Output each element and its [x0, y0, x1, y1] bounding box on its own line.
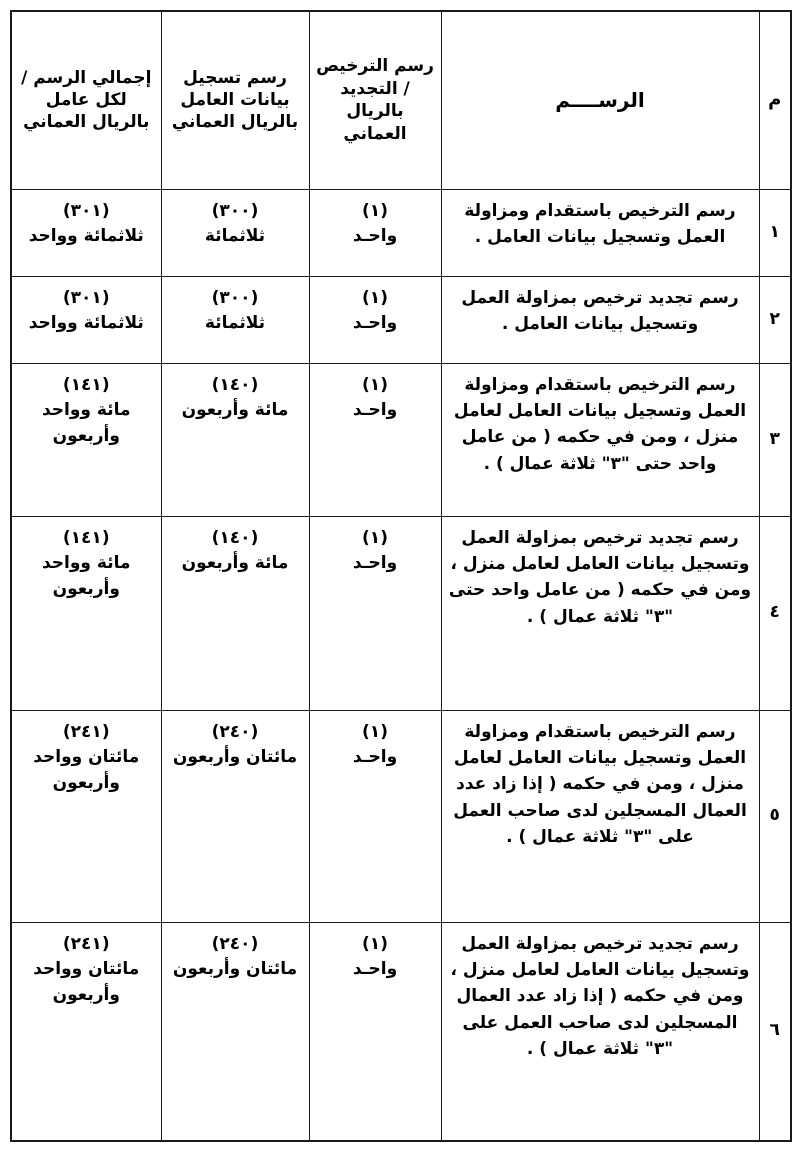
registration-fee-words: ثلاثمائة [204, 313, 266, 333]
cell-serial: ٥ [759, 710, 791, 922]
cell-license-fee [309, 516, 441, 710]
cell-description: رسم تجديد ترخيص بمزاولة العمل وتسجيل بيانات العامل لعامل منزل ، ومن في حكمه ( إذا زاد عدد العمال المسجلين لدى صاحب العمل على "٣" ثلاثة عمال ) . [441, 922, 759, 1141]
registration-fee-figure: (٣٠٠) [211, 287, 259, 308]
total-fee-words: مائة وواحد وأربعون [41, 553, 131, 599]
column-header-serial: م [759, 11, 791, 189]
cell-registration-fee [161, 922, 309, 1141]
cell-serial: ٤ [759, 516, 791, 710]
cell-license-fee [309, 922, 441, 1141]
registration-fee-figure: (٢٤٠) [211, 721, 259, 742]
total-fee-figure: (٣٠١) [62, 287, 110, 308]
cell-description: رسم تجديد ترخيص بمزاولة العمل وتسجيل بيانات العامل لعامل منزل ، ومن في حكمه ( من عامل واحد حتى "٣" ثلاثة عمال ) . [441, 516, 759, 710]
license-fee-figure: (١) [362, 933, 388, 954]
cell-registration-fee [161, 363, 309, 516]
total-fee-figure: (١٤١) [62, 374, 110, 395]
total-fee-words: ثلاثمائة وواحد [28, 226, 144, 246]
license-fee-figure: (١) [362, 200, 388, 221]
license-fee-figure: (١) [362, 527, 388, 548]
total-fee-figure: (٢٤١) [62, 933, 110, 954]
registration-fee-figure: (١٤٠) [211, 527, 259, 548]
registration-fee-words: مائة وأربعون [181, 400, 289, 420]
registration-fee-figure: (٣٠٠) [211, 200, 259, 221]
table-row [11, 516, 791, 710]
cell-description: رسم الترخيص باستقدام ومزاولة العمل وتسجيل بيانات العامل لعامل منزل ، ومن في حكمه ( من عامل واحد حتى "٣" ثلاثة عمال ) . [441, 363, 759, 516]
total-fee-words: مائتان وواحد وأربعون [33, 959, 140, 1005]
table-row [11, 276, 791, 363]
table-row [11, 189, 791, 276]
cell-registration-fee [161, 516, 309, 710]
cell-license-fee [309, 276, 441, 363]
cell-total-fee [11, 363, 161, 516]
table-row [11, 363, 791, 516]
table-body [11, 189, 791, 1141]
table-header [11, 11, 791, 189]
total-fee-figure: (١٤١) [62, 527, 110, 548]
column-header-total-fee: إجمالي الرسم / لكل عامل بالريال العماني [11, 11, 161, 189]
cell-serial: ٦ [759, 922, 791, 1141]
license-fee-figure: (١) [362, 287, 388, 308]
license-fee-words: واحـد [352, 747, 398, 767]
license-fee-words: واحـد [352, 400, 398, 420]
cell-total-fee [11, 710, 161, 922]
total-fee-figure: (٣٠١) [62, 200, 110, 221]
cell-description: رسم الترخيص باستقدام ومزاولة العمل وتسجيل بيانات العامل . [441, 189, 759, 276]
column-header-description: الرســــم [441, 11, 759, 189]
cell-registration-fee [161, 189, 309, 276]
cell-description: رسم الترخيص باستقدام ومزاولة العمل وتسجيل بيانات العامل لعامل منزل ، ومن في حكمه ( إذا زاد عدد العمال المسجلين لدى صاحب العمل على "٣" ثلاثة عمال ) . [441, 710, 759, 922]
cell-total-fee [11, 276, 161, 363]
cell-serial: ٢ [759, 276, 791, 363]
cell-registration-fee [161, 276, 309, 363]
column-header-license-fee: رسم الترخيص / التجديد بالريال العماني [309, 11, 441, 189]
cell-serial: ٣ [759, 363, 791, 516]
cell-total-fee [11, 189, 161, 276]
cell-registration-fee [161, 710, 309, 922]
license-fee-words: واحـد [352, 226, 398, 246]
license-fee-words: واحـد [352, 553, 398, 573]
total-fee-words: ثلاثمائة وواحد [28, 313, 144, 333]
registration-fee-words: مائتان وأربعون [172, 747, 298, 767]
registration-fee-figure: (٢٤٠) [211, 933, 259, 954]
cell-total-fee [11, 922, 161, 1141]
cell-license-fee [309, 189, 441, 276]
total-fee-words: مائتان وواحد وأربعون [33, 747, 140, 793]
column-header-registration-fee: رسم تسجيل بيانات العامل بالريال العماني [161, 11, 309, 189]
registration-fee-words: ثلاثمائة [204, 226, 266, 246]
total-fee-figure: (٢٤١) [62, 721, 110, 742]
registration-fee-words: مائة وأربعون [181, 553, 289, 573]
registration-fee-figure: (١٤٠) [211, 374, 259, 395]
license-fee-figure: (١) [362, 374, 388, 395]
cell-description: رسم تجديد ترخيص بمزاولة العمل وتسجيل بيانات العامل . [441, 276, 759, 363]
fees-table [10, 10, 792, 1142]
registration-fee-words: مائتان وأربعون [172, 959, 298, 979]
cell-total-fee [11, 516, 161, 710]
total-fee-words: مائة وواحد وأربعون [41, 400, 131, 446]
license-fee-figure: (١) [362, 721, 388, 742]
license-fee-words: واحـد [352, 959, 398, 979]
cell-license-fee [309, 363, 441, 516]
license-fee-words: واحـد [352, 313, 398, 333]
table-row [11, 922, 791, 1141]
header-row [11, 11, 791, 189]
cell-license-fee [309, 710, 441, 922]
cell-serial: ١ [759, 189, 791, 276]
table-row [11, 710, 791, 922]
